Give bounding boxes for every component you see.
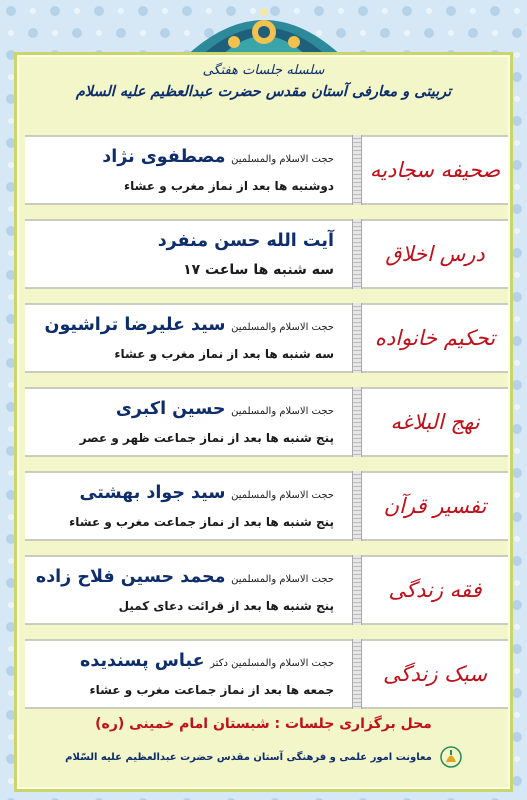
speaker-name: سید علیرضا تراشیون [44, 315, 226, 335]
session-title-box [362, 639, 508, 709]
speaker-honorific: حجت الاسلام والمسلمین [231, 490, 334, 501]
session-row [25, 471, 508, 541]
header [17, 61, 510, 103]
session-title-box [362, 387, 508, 457]
speaker-name: سید جواد بهشتی [79, 483, 226, 503]
speaker-honorific: حجت الاسلام والمسلمین [231, 406, 334, 417]
session-title: نهج البلاغه [390, 410, 480, 434]
session-schedule: پنج شنبه ها بعد از نماز جماعت ظهر و عصر [79, 431, 334, 445]
session-schedule: دوشنبه ها بعد از نماز مغرب و عشاء [124, 179, 334, 193]
session-info [25, 219, 352, 289]
session-title: فقه زندگی [388, 578, 482, 602]
session-info [25, 303, 352, 373]
speaker-honorific: حجت الاسلام والمسلمین [231, 574, 334, 585]
session-row [25, 387, 508, 457]
row-separator [352, 471, 362, 541]
row-separator [352, 639, 362, 709]
speaker [33, 395, 334, 426]
session-schedule: پنج شنبه ها بعد از نماز جماعت مغرب و عشاء [69, 515, 334, 529]
session-info [25, 639, 352, 709]
speaker [33, 227, 334, 258]
speaker-name: عباس پسندیده [80, 651, 205, 671]
session-title: سبک زندگی [383, 662, 487, 686]
speaker-name: محمد حسین فلاح زاده [35, 567, 226, 587]
footer [25, 745, 502, 769]
session-title-box [362, 135, 508, 205]
session-title-box [362, 303, 508, 373]
row-separator [352, 135, 362, 205]
session-info [25, 387, 352, 457]
session-row [25, 555, 508, 625]
ornament-arch-icon [179, 2, 349, 58]
session-schedule: سه شنبه ها ساعت ۱۷ [183, 262, 334, 278]
session-title-box [362, 219, 508, 289]
session-info [25, 471, 352, 541]
session-row [25, 639, 508, 709]
session-title-box [362, 471, 508, 541]
session-info [25, 135, 352, 205]
speaker-name: آیت الله حسن منفرد [157, 231, 334, 251]
row-separator [352, 555, 362, 625]
session-row [25, 303, 508, 373]
row-separator [352, 219, 362, 289]
session-title: درس اخلاق [385, 242, 485, 266]
speaker-honorific: حجت الاسلام والمسلمین [231, 322, 334, 333]
shrine-logo-icon [440, 746, 462, 768]
row-separator [352, 387, 362, 457]
speaker [33, 143, 334, 174]
session-title-box [362, 555, 508, 625]
session-title: تفسیر قرآن [383, 494, 487, 518]
session-schedule: سه شنبه ها بعد از نماز مغرب و عشاء [114, 347, 334, 361]
row-separator [352, 303, 362, 373]
session-info [25, 555, 352, 625]
sessions-panel [14, 52, 513, 792]
speaker [33, 479, 334, 510]
session-row [25, 219, 508, 289]
speaker [33, 311, 334, 342]
speaker [33, 647, 334, 678]
header-line-1: سلسله جلسات هفتگی [202, 63, 325, 78]
speaker-honorific: حجت الاسلام والمسلمین دکتر [210, 658, 334, 669]
session-row [25, 135, 508, 205]
speaker-honorific: حجت الاسلام والمسلمین [231, 154, 334, 165]
session-title: تحکیم خانواده [374, 326, 496, 350]
session-schedule: پنج شنبه ها بعد از قرائت دعای کمیل [118, 599, 334, 613]
venue-text: محل برگزاری جلسات : شبستان امام خمینی (ره) [95, 716, 432, 732]
session-title: صحیفه سجادیه [369, 158, 501, 182]
speaker-name: مصطفوی نژاد [102, 147, 226, 167]
header-line-2: تربیتی و معارفی آستان مقدس حضرت عبدالعظیم علیه السلام [75, 83, 452, 100]
speaker-name: حسین اکبری [115, 399, 226, 419]
footer-text: معاونت امور علمی و فرهنگی آستان مقدس حضرت عبدالعظیم علیه السّلام [65, 751, 432, 763]
speaker [33, 563, 334, 594]
session-schedule: جمعه ها بعد از نماز جماعت مغرب و عشاء [89, 683, 334, 697]
